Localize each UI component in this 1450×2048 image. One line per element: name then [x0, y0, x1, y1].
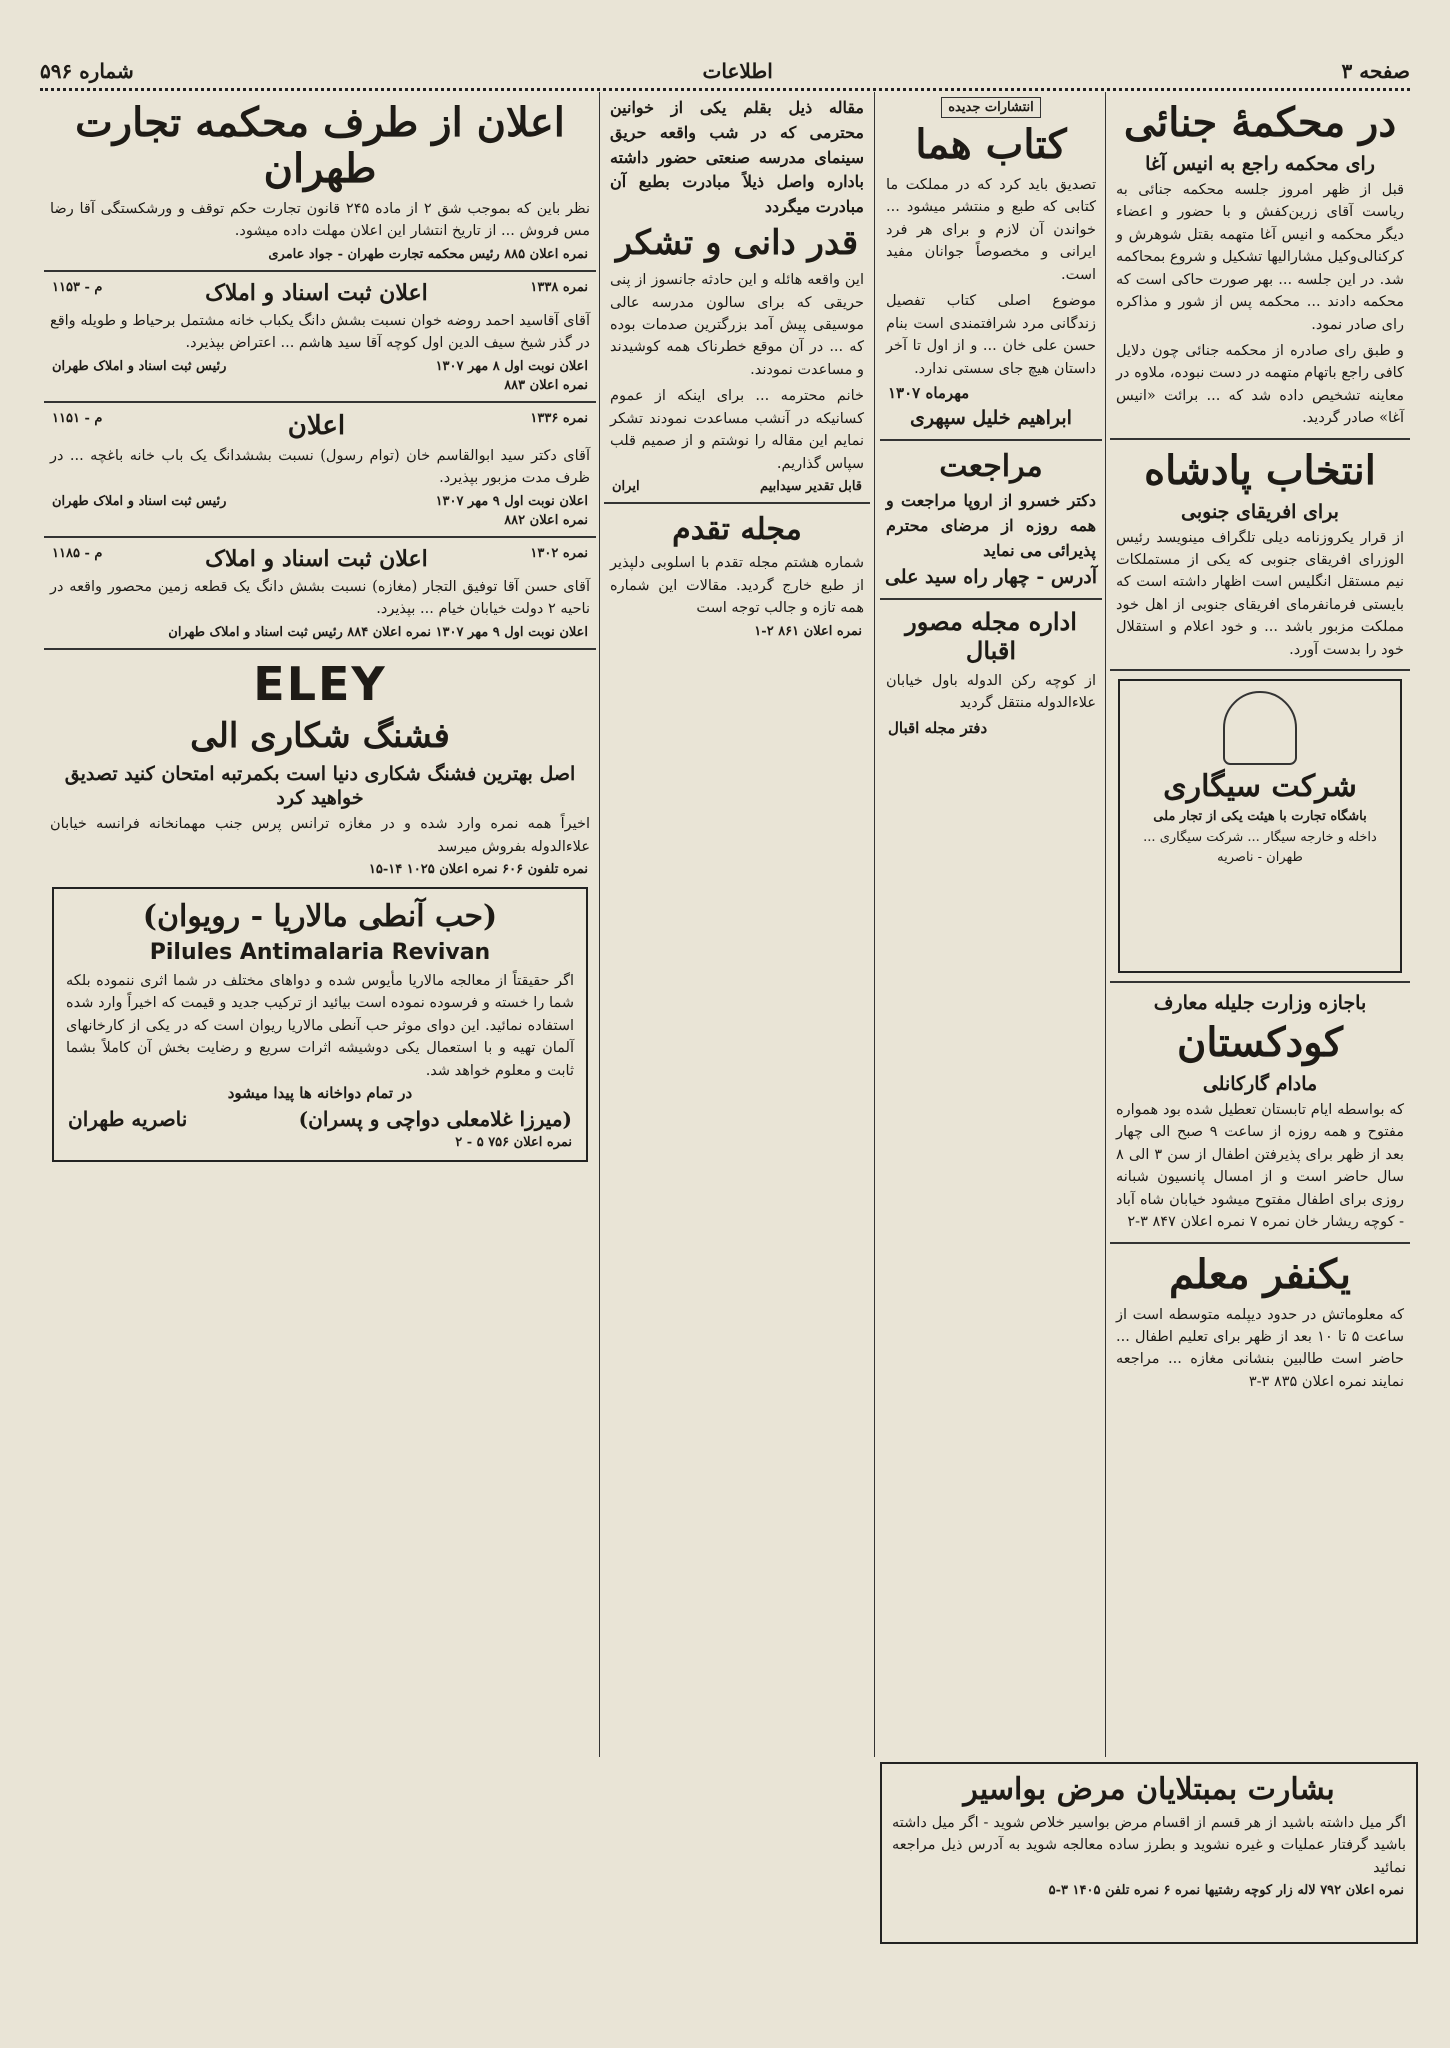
registry-code: م - ۱۱۵۳ — [52, 279, 103, 295]
pill-seller: (میرزا غلامعلی دواچی و پسران) — [298, 1107, 572, 1132]
gratitude-paragraph: خانم محترمه ... برای اینکه از عموم کسانیکه در آنشب مساعدت نمودند تشکر نمایم این مقاله را نوشتم و از صمیم قلب سپاس گذاریم. — [610, 388, 864, 472]
gratitude-sign: قابل تقدیر سیدابیم — [760, 479, 862, 495]
eley-title: فشنگ شکاری الی — [190, 715, 450, 756]
gratitude-sign-row — [612, 479, 862, 494]
book-paragraph: تصدیق باید کرد که در مملکت ما کتابی که طبع و منتشر میشود ... خواندن آن لازم و برای هر فرد ایرانی و مخصوصاً جوانان مفید است. — [886, 177, 1096, 283]
taqaddom-magazine-body: شماره هشتم مجله تقدم با اسلوبی دلپذیر از طبع خارج گردید. مقالات این شماره همه تازه و جالب توجه است — [610, 555, 864, 617]
court-headline: در محکمهٔ جنائی — [1123, 99, 1397, 146]
magazine-office-body: از کوچه رکن الدوله باول خیابان علاءالدوله منتقل گردید — [886, 672, 1096, 712]
antimalaria-pill-ad — [52, 887, 588, 1162]
taqaddom-magazine-title: مجله تقدم — [672, 512, 802, 548]
hemorrhoid-ad-footer: نمره اعلان ۷۹۲ لاله زار کوچه رشتیها نمره ۶ نمره تلفن ۱۴۰۵ ۳-۵ — [1048, 1883, 1404, 1899]
return-headline: مراجعت — [939, 448, 1043, 484]
court-verdict: و طبق رای صادره از محکمه جنائی چون دلایل کافی راجع باتهام متهمه در دست نبوده، ملاوه در معاینه تشخیص داده شد که ... برائت «انیس آغا» صادر گردید. — [1116, 342, 1404, 427]
eley-footer: نمره تلفون ۶۰۶ نمره اعلان ۱۰۲۵ ۱۴-۱۵ — [368, 862, 588, 878]
registry-title: اعلان ثبت اسناد و املاک — [205, 279, 428, 306]
trade-court-body: نظر باین که بموجب شق ۲ از ماده ۲۴۵ قانون تجارت حکم توقف و ورشکستگی آقا رضا مس فروش ... از تاریخ انتشار این اعلان مهلت داده میشود. — [50, 201, 590, 240]
registry-ad-2-header — [52, 411, 588, 441]
trade-court-footer: نمره اعلان ۸۸۵ رئیس محکمه تجارت طهران - جواد عامری — [268, 246, 588, 262]
magazine-office-headline: اداره مجله مصور اقبال — [905, 606, 1077, 665]
registry-sign: رئیس ثبت اسناد و املاک طهران — [52, 493, 227, 509]
column-second — [880, 96, 1102, 1756]
eley-brand: ELEY — [253, 656, 387, 711]
book-review-body — [886, 174, 1096, 380]
gratitude-paragraph: این واقعه هائله و این حادثه جانسوز از پنی حریقی که برای سالون مدرسه عالی موسیقی پیش آمد بزرگترین صدمات بوده که ... در آن موقع خطرناک همه کوشیدند و مساعدت نمودند. — [610, 272, 864, 378]
pill-seller-row — [68, 1107, 572, 1131]
pill-city: ناصریه طهران — [68, 1107, 188, 1132]
registry-code: م - ۱۱۵۱ — [52, 410, 103, 426]
registry-code: م - ۱۱۸۵ — [52, 545, 103, 561]
kindergarten-permit: باجازه وزارت جلیله معارف — [1153, 992, 1367, 1015]
registry-ad-1-footer — [52, 359, 588, 374]
header-rule — [40, 88, 1410, 91]
trade-court-headline: اعلان از طرف محکمه تجارت طهران — [75, 99, 565, 192]
magazine-office-sign: دفتر مجله اقبال — [888, 718, 988, 737]
article-intro: مقاله ذیل بقلم یکی از خوانین محترمی که در شب واقعه حریق سینمای مدرسه صنعتی حضور داشته باداره واصل ذیلاً مبادرت بطبع آن مبادرت میگردد — [610, 98, 864, 217]
company-tagline: باشگاه تجارت با هیئت یکی از تجار ملی — [1153, 809, 1367, 825]
court-subtitle: رای محکمه راجع به انیس آغا — [1145, 153, 1375, 175]
pill-footer: نمره اعلان ۷۵۶ ۵ - ۲ — [455, 1135, 572, 1151]
registry-ad-3-header — [52, 546, 588, 572]
registry-number: نمره ۱۳۳۸ — [530, 279, 588, 295]
pill-availability: در تمام دواخانه ها پیدا میشود — [227, 1083, 413, 1102]
kindergarten-title: کودکستان — [1177, 1019, 1343, 1067]
hemorrhoid-ad-body: اگر میل داشته باشید از هر قسم از اقسام مرض بواسیر خلاص شوید - اگر میل داشته باشید گرفتار عملیات و غیره نشوید و بطرز ساده معالجه شوید به آدرس ذیل مراجعه نمائید — [892, 1815, 1406, 1876]
court-article-body — [1116, 179, 1404, 430]
return-body: دکتر خسرو از اروپا مراجعت و همه روزه از مرضای محترم پذیرائی می نماید — [886, 490, 1096, 560]
company-name: شرکت سیگاری — [1163, 769, 1357, 805]
book-headline: کتاب هما — [915, 121, 1067, 168]
hemorrhoid-ad-title: بشارت بمبتلایان مرض بواسیر — [963, 1772, 1335, 1807]
pill-latin-title: Pilules Antimalaria Revivan — [149, 940, 491, 966]
registry-ad-2-body: آقای دکتر سید ابوالقاسم خان (توام رسول) نسبت بششدانگ یک باب خانه باغچه ... در ظرف مدت مزبور بپذیرد. — [50, 447, 590, 487]
new-publications-kicker: انتشارات جدیده — [941, 97, 1040, 118]
kindergarten-body: که بواسطه ایام تابستان تعطیل شده بود همواره مفتوح و همه روزه از ساعت ۹ صبح الی چهار بعد از ظهر برای پذیرفتن اطفال از سن ۳ الی ۸ سال حاضر است و از امسال پانسیون شبانه روزی برای اطفال مفتوح میشود خیابان شاه آباد - کوچه ریشار خان نمره ۷ نمره اعلان ۸۴۷ ۳-۲ — [1116, 1101, 1404, 1231]
column-left — [44, 96, 596, 1756]
masthead-title: اطلاعات — [702, 59, 773, 83]
column-divider — [599, 92, 600, 1757]
registry-ad-number: نمره اعلان ۸۸۳ — [504, 377, 588, 393]
registry-number: نمره ۱۳۰۲ — [530, 545, 588, 561]
gratitude-body — [610, 269, 864, 475]
gratitude-headline: قدر دانی و تشکر — [615, 222, 859, 263]
registry-date: اعلان نوبت اول ۸ مهر ۱۳۰۷ — [435, 358, 588, 374]
eley-body: اخیراً همه نمره وارد شده و در مغازه ترانس پرس جنب مهمانخانه فرانسه خیابان علاءالدوله بفروش میرسد — [50, 816, 590, 855]
hemorrhoid-ad — [880, 1762, 1418, 1944]
registry-date: اعلان نوبت اول ۹ مهر ۱۳۰۷ — [435, 493, 588, 509]
pill-body: اگر حقیقتاً از معالجه مالاریا مأیوس شده و دواهای مختلف در شما اثری ننموده بلکه شما را خسته و فرسوده نموده است بیائید از ترکیب جدید و قیمت که اخیراً وارد شده استفاده نمائید. این دوای موثر حب آنطی مالاریا ریوان است که در یکی از کارخانهای آلمان تهیه و با استعمال یکی دوشیشه اثرات سریع و رضایت بخش آن کاملاً بشما ثابت و معلوم خواهد شد. — [66, 972, 574, 1079]
pill-title: (حب آنطی مالاریا - رویوان) — [142, 899, 498, 935]
eley-subtitle: اصل بهترین فشنگ شکاری دنیا است بکمرتبه امتحان کنید تصدیق خواهید کرد — [64, 762, 576, 810]
registry-ad-3-footer: اعلان نوبت اول ۹ مهر ۱۳۰۷ نمره اعلان ۸۸۴ رئیس ثبت اسناد و املاک طهران — [168, 624, 588, 640]
registry-title: اعلان — [287, 410, 346, 441]
registry-number: نمره ۱۳۳۶ — [530, 410, 588, 426]
registry-ad-number: نمره اعلان ۸۸۲ — [504, 512, 588, 528]
column-right — [1110, 96, 1410, 1756]
gratitude-place: ایران — [612, 479, 640, 495]
page-header — [40, 52, 1410, 90]
king-headline: انتخاب پادشاه — [1144, 446, 1376, 494]
book-paragraph: موضوع اصلی کتاب تفصیل زندگانی مرد شرافتمندی است بنام حسن علی خان ... و از اول تا آخر داستان هیچ جای سستی ندارد. — [886, 293, 1096, 377]
registry-ad-2-footer — [52, 494, 588, 509]
column-third — [604, 96, 870, 1756]
kindergarten-owner: مادام گارکانلی — [1202, 1073, 1318, 1096]
registry-ad-1-body: آقای آقاسید احمد روضه خوان نسبت بشش دانگ یکباب خانه مشتمل برحیاط و طویله واقع در گذر شیخ سیف الدین اول کوچه آقا سید هاشم ... اعتراض بپذیرد. — [50, 312, 590, 352]
registry-ad-1-header — [52, 280, 588, 306]
court-paragraph: قبل از ظهر امروز جلسه محکمه جنائی به ریاست آقای زرین‌کفش و با حضور و اعضاء دیگر محکمه و انیس آغا متهمه بقتل شوهرش و کرکنالی‌وکیل مشارالیها تشکیل و شروع بمحاکمه شد. در این جلسه ... بهر صورت حاکی است که محکمه دادند ... محکمه پس از شور و مذاکره رای صادر نمود. — [1116, 181, 1404, 333]
cigarette-company-ad — [1118, 679, 1402, 973]
king-paragraph: از قرار یکروزنامه دیلی تلگراف مینویسد رئیس الوزرای افریقای جنوبی که یکی از مستملکات نیم مستقل انگلیس است اظهار داشته است که بایستی فرمانفرمای افریقای جنوبی از اهل خود مملکت مزبور باشد ... و خود اعلام و استقلال خود را بدست آورد. — [1116, 529, 1404, 658]
registry-sign: رئیس ثبت اسناد و املاک طهران — [52, 358, 227, 374]
return-address: آدرس - چهار راه سید علی — [884, 566, 1098, 589]
teacher-ad-title: یکنفر معلم — [1168, 1250, 1352, 1298]
review-author: ابراهیم خلیل سپهری — [910, 407, 1072, 430]
issue-number: شماره ۵۹۶ — [40, 59, 134, 83]
registry-ad-3-body: آقای حسن آقا توفیق التجار (مغازه) نسبت بشش دانگ یک قطعه زمین محصور واقعه در ناحیه ۲ دولت خیابان خیام ... بپذیرد. — [50, 578, 590, 618]
registry-title: اعلان ثبت اسناد و املاک — [205, 545, 428, 572]
crown-emblem-icon — [1223, 691, 1297, 765]
column-divider — [1105, 92, 1106, 1757]
column-divider — [874, 92, 875, 1757]
company-ad-body: داخله و خارجه سیگار ... شرکت سیگاری ... طهران - ناصریه — [1143, 830, 1377, 866]
page-number: صفحه ۳ — [1341, 59, 1410, 83]
teacher-ad-body: که معلوماتش در حدود دیپلمه متوسطه است از ساعت ۵ تا ۱۰ بعد از ظهر برای تعلیم اطفال ... حاضر است طالبین بنشانی مغازه ... مراجعه نمایند نمره اعلان ۸۳۵ ۳-۳ — [1116, 1306, 1405, 1390]
taqaddom-footer: نمره اعلان ۸۶۱ ۲-۱ — [754, 623, 862, 639]
review-date: مهرماه ۱۳۰۷ — [888, 384, 970, 403]
king-subtitle: برای افریقای جنوبی — [1181, 500, 1339, 523]
king-article-body — [1116, 527, 1404, 662]
